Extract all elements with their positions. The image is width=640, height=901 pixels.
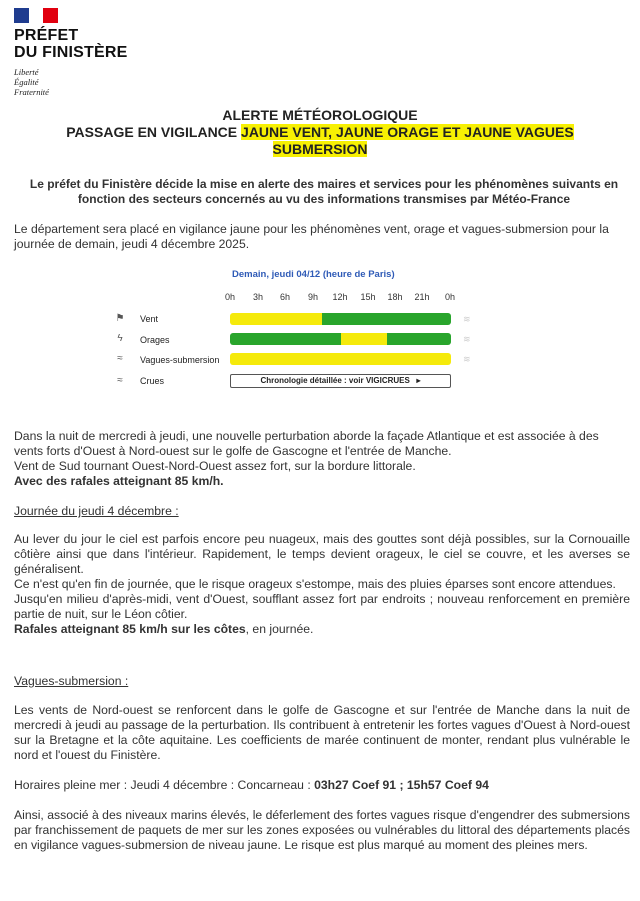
status-icon: ≋	[463, 334, 471, 344]
vagues-heading: Vagues-submersion :	[14, 674, 129, 688]
republic-flag	[14, 8, 58, 23]
vigicrues-link[interactable]	[230, 374, 451, 388]
motto-liberte: Liberté	[14, 67, 39, 77]
horaires-prefix: Horaires pleine mer : Jeudi 4 décembre : Concarneau :	[14, 778, 315, 792]
hour-label: 9h	[307, 292, 318, 302]
logo-line-2: DU FINISTÈRE	[14, 44, 128, 61]
vigilance-summary: Le département sera placé en vigilance jaune pour les phénomènes vent, orage et vagues-submersion pour la journée de demain, jeudi 4 décembre 2025.	[14, 222, 609, 251]
subtitle-prefix: PASSAGE EN VIGILANCE	[66, 124, 242, 140]
motto-egalite: Égalité	[14, 77, 39, 87]
journee-heading: Journée du jeudi 4 décembre :	[14, 504, 179, 518]
row-label-crues: Crues	[140, 376, 165, 386]
subtitle-highlight-2: SUBMERSION	[272, 141, 368, 157]
vigilance-segment-jaune	[230, 353, 451, 365]
chevron-right-icon: ▸	[416, 376, 421, 385]
horaires-line	[14, 778, 630, 793]
lightning-icon: ϟ	[117, 333, 123, 344]
hour-label: 0h	[224, 292, 235, 302]
journee-p2: Ce n'est qu'en fin de journée, que le risque orageux s'estompe, mais des pluies éparses sont encore attendues.	[14, 577, 616, 591]
journee-p1: Au lever du jour le ciel est parfois encore peu nuageux, mais des gouttes sont déjà possibles, sur la Cornouaille côtière ainsi que dans l'intérieur. Rapidement, le temps devient orageux, le ciel se couvre, et les averses se généralisent.	[14, 532, 630, 576]
hour-label: 12h	[332, 292, 348, 302]
perturbation-paragraph	[14, 429, 630, 489]
hour-label: 21h	[414, 292, 430, 302]
vigilance-table-title: Demain, jeudi 04/12 (heure de Paris)	[232, 269, 395, 280]
journee-p4	[14, 622, 630, 637]
flood-icon: ≈	[117, 375, 123, 386]
vent-timeline-bar	[230, 313, 451, 325]
journee-p4-rest: , en journée.	[245, 622, 314, 636]
chrono-text: Chronologie détaillée : voir V	[260, 376, 372, 385]
intro-paragraph: Le préfet du Finistère décide la mise en alerte des maires et services pour les phénomènes suivants en fonction des secteurs concernés au vu des informations transmises par Météo-France	[29, 177, 619, 206]
journee-p4-bold: Rafales atteignant 85 km/h sur les côtes	[14, 622, 246, 636]
journee-section	[14, 532, 630, 637]
horaires-values: 03h27 Coef 91 ; 15h57 Coef 94	[314, 778, 489, 792]
hour-label: 6h	[279, 292, 290, 302]
hour-label: 3h	[252, 292, 263, 302]
wind-icon: ⚑	[115, 313, 125, 324]
subtitle-highlight: JAUNE VENT, JAUNE ORAGE ET JAUNE VAGUES	[241, 124, 574, 140]
chrono-link: IGICRUES	[371, 376, 410, 385]
vagues-timeline-bar	[230, 353, 451, 365]
hour-label: 0h	[444, 292, 455, 302]
hour-label: 15h	[360, 292, 376, 302]
perturbation-line-2: Vent de Sud tournant Ouest-Nord-Ouest assez fort, sur la bordure littorale.	[14, 459, 416, 473]
status-icon: ≋	[463, 314, 471, 324]
vagues-p1: Les vents de Nord-ouest se renforcent dans le golfe de Gascogne et sur l'entrée de Manche dans la nuit de mercredi à jeudi au passage de la perturbation. Ils contribuent à entretenir les fortes vagues d'Ouest à Nord-ouest sur la Bretagne et la côte aquitaine. Les coefficients de marée continuent de monter, rendant plus vulnérable le nord et l'ouest du Finistère.	[14, 703, 630, 762]
vigilance-segment-jaune	[230, 313, 322, 325]
perturbation-line-3: Avec des rafales atteignant 85 km/h.	[14, 474, 224, 488]
logo-line-1: PRÉFET	[14, 27, 79, 44]
motto-fraternite: Fraternité	[14, 87, 49, 97]
vigilance-segment-jaune	[341, 333, 387, 345]
alert-title: ALERTE MÉTÉOROLOGIQUE	[222, 107, 418, 123]
hour-label: 18h	[387, 292, 403, 302]
alert-subtitle	[0, 124, 640, 158]
waves-icon: ≈	[117, 353, 123, 364]
vigilance-segment-vert	[387, 333, 451, 345]
journee-p3: Jusqu'en milieu d'après-midi, vent d'Ouest, soufflant assez fort par endroits ; nouveau renforcement en première partie de nuit, sur le Léon côtier.	[14, 592, 630, 621]
prefecture-logo-text	[14, 27, 128, 61]
orages-timeline-bar	[230, 333, 451, 345]
perturbation-line-1: Dans la nuit de mercredi à jeudi, une nouvelle perturbation aborde la façade Atlantique et est associée à des vents forts d'Ouest à Nord-ouest sur le golfe de Gascogne et l'entrée de Manche.	[14, 429, 599, 458]
vigilance-segment-vert	[230, 333, 341, 345]
row-label-vent: Vent	[140, 314, 159, 324]
row-label-vagues: Vagues-submersion	[140, 355, 220, 365]
row-label-orages: Orages	[140, 335, 170, 345]
republic-motto	[14, 67, 49, 97]
vigilance-segment-vert	[322, 313, 451, 325]
status-icon: ≋	[463, 354, 471, 364]
vagues-p2: Ainsi, associé à des niveaux marins élevés, le déferlement des fortes vagues risque d'engendrer des submersions par franchissement de paquets de mer sur les zones exposées ou vulnérables du littoral des départements placés en vigilance vagues-submersion de niveau jaune. Le risque est plus marqué au moment des pleines mers.	[14, 808, 630, 852]
